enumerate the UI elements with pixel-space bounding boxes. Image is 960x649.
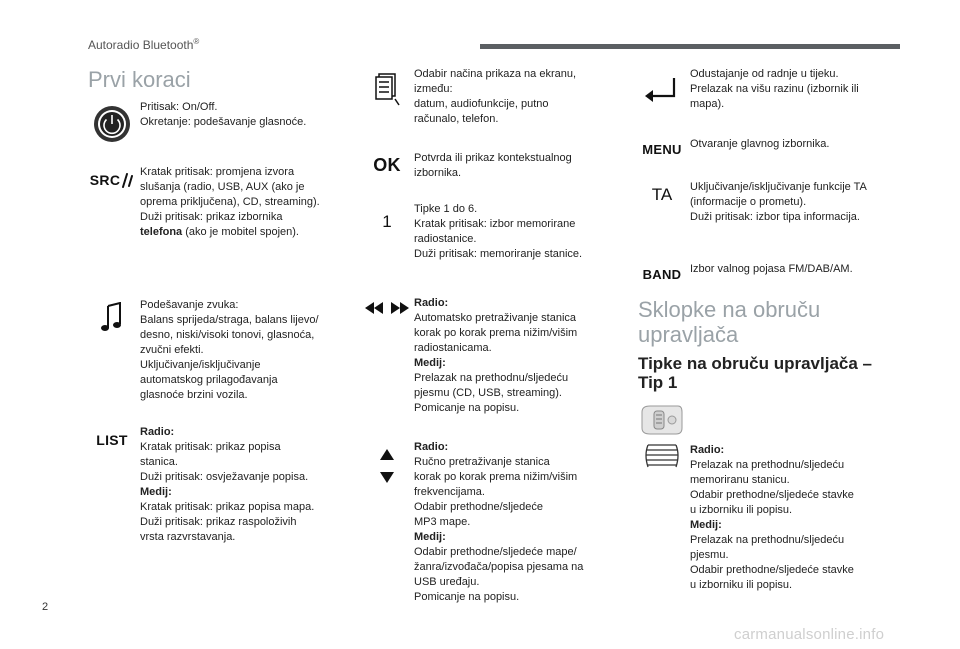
phone-icon [120,172,134,188]
list-description: Radio: Kratak pritisak: prikaz popisa stanica. Duži pritisak: osvježavanje popisa. Medij: Kratak pritisak: prikaz popisa mapa. Duži pritisak: prikaz raspoloživih vrsta razvrstavanja. [140,426,315,543]
power-knob-icon [84,100,140,148]
page-number: 2 [42,601,49,613]
item-screen-mode [360,67,576,127]
seek-arrows-icon [360,296,414,320]
watermark: carmanualsonline.info [734,626,885,643]
sound-description: Podešavanje zvuka: Balans sprijeda/straga, balans lijevo/ desno, niski/visoki tonovi, glasnoća, zvučni efekti. Uključivanje/isključivanje automatskog prilagođavanja glasnoće brzini vozila. [140,299,319,401]
band-icon: BAND [642,266,682,282]
item-src [84,165,320,240]
band-description: Izbor valnog pojasa FM/DAB/AM. [690,263,853,275]
list-icon: LIST [96,432,128,448]
item-ta [634,180,867,225]
subsection-title-wheel-type1: Tipke na obruču upravljača – Tip 1 [638,354,872,392]
section-title-first-steps: Prvi koraci [88,67,191,92]
src-phone-icon: SRC [84,165,140,195]
ta-icon: TA [651,185,673,204]
up-down-description: Radio: Ručno pretraživanje stanica korak po korak prema nižim/višim frekvencijama. Odabir prethodne/sljedeće MP3 mape. Medij: Odabir prethodne/sljedeće mape/ žanra/izvođača/popisa pjesama na USB uređaju. Pomicanje na popisu. [414,441,584,603]
item-ok [360,151,572,181]
header-title: Autoradio Bluetooth® [88,37,200,52]
section-title-wheel: Sklopke na obruču upravljača [638,297,821,347]
thumbwheel-description: Radio: Prelazak na prethodnu/sljedeću memoriranu stanicu. Odabir prethodne/sljedeće stavke u izborniku ili popisu. Medij: Prelazak na prethodnu/sljedeću pjesmu. Odabir prethodne/sljedeće stavke u izborniku ili popisu. [690,444,854,591]
item-preset [360,202,582,262]
preset-description: Tipke 1 do 6. Kratak pritisak: izbor memorirane radiostanice. Duži pritisak: memoriranje stanice. [414,203,583,260]
item-sound [84,298,319,403]
menu-description: Otvaranje glavnog izbornika. [690,138,830,150]
ok-description: Potvrda ili prikaz kontekstualnog izbornika. [414,152,572,179]
music-note-icon [84,298,140,338]
header-bar [480,44,900,49]
item-back [634,67,859,112]
back-description: Odustajanje od radnje u tijeku. Prelazak na višu razinu (izbornik ili mapa). [690,68,859,110]
item-seek [360,296,577,416]
screen-mode-icon [360,67,414,111]
preset-one-icon: 1 [382,212,392,231]
src-description: Kratak pritisak: promjena izvora slušanja (radio, USB, AUX (ako je oprema priključena), CD, streaming). Duži pritisak: prikaz izbornika telefona (ako je mobitel spojen). [140,166,320,238]
item-thumbwheel [634,443,854,593]
back-arrow-icon [634,67,690,111]
ok-icon: OK [373,154,401,175]
ta-description: Uključivanje/isključivanje funkcije TA (informacije o prometu). Duži pritisak: izbor tipa informacija. [690,181,867,223]
up-down-arrows-icon [360,444,414,488]
thumbwheel-icon [634,443,690,477]
steering-stalk-icon [640,404,684,436]
item-list [84,425,314,545]
item-band [634,261,853,287]
item-up-down [360,440,583,605]
menu-icon: MENU [642,141,682,157]
power-description: Pritisak: On/Off. Okretanje: podešavanje glasnoće. [140,101,307,128]
item-power [84,100,306,148]
screen-mode-description: Odabir načina prikaza na ekranu, između: datum, audiofunkcije, putno računalo, telefon. [414,68,577,125]
item-menu [634,136,829,162]
seek-description: Radio: Automatsko pretraživanje stanica korak po korak prema nižim/višim radiostanicama. Medij: Prelazak na prethodnu/sljedeću pjesmu (CD, USB, streaming). Pomicanje na popisu. [414,297,578,414]
